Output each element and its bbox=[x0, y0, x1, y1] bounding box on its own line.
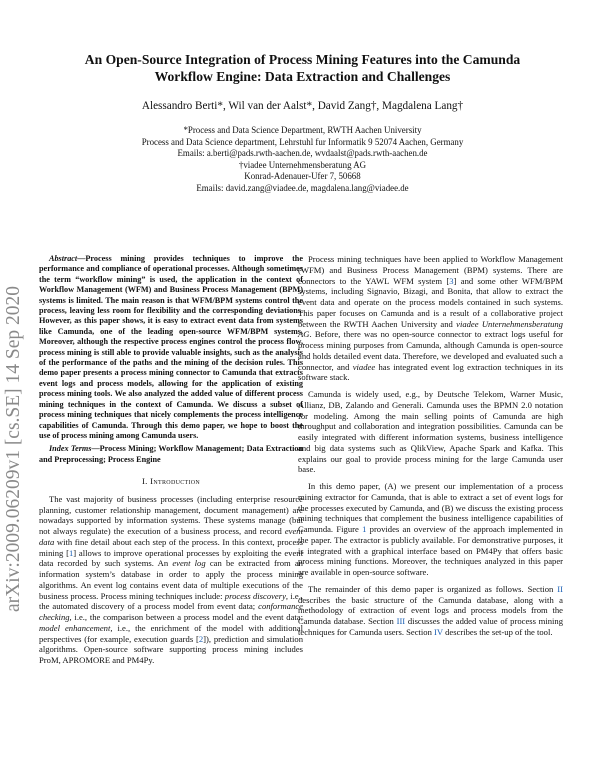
section-heading-introduction: I. Introduction bbox=[141, 476, 201, 487]
index-terms bbox=[39, 444, 303, 465]
index-terms-text: —Process Mining; Workflow Management; Data Extraction and Preprocessing; Process Engine bbox=[39, 444, 304, 464]
index-terms-label: Index Terms bbox=[49, 444, 92, 454]
author-list: Alessandro Berti*, Wil van der Aalst*, David Zang†, Magdalena Lang† bbox=[141, 100, 464, 112]
affiliation-line: Emails: david.zang@viadee.de, magdalena.lang@viadee.de bbox=[196, 182, 409, 193]
section-link[interactable]: III bbox=[396, 616, 406, 626]
section-link[interactable]: II bbox=[557, 583, 563, 594]
paragraph-organization: The remainder of this demo paper is organized as follows. Section II describes the basic structure of the Camunda database, along with a methodology of extraction of event logs and process models from the Camunda database. Section III discusses the added value of process mining techniques for Camunda users. Section IV describes the set-up of the tool. bbox=[298, 583, 564, 637]
paper-title: An Open-Source Integration of Process Mining Features into the Camunda Workflow Engine: Data Extraction and Challenges bbox=[84, 52, 521, 84]
abstract bbox=[39, 254, 303, 441]
paragraph-contributions: In this demo paper, (A) we present our implementation of a process mining extractor for Camunda, that is able to extract a set of event logs for the processes executed by Camunda, and (B) we discuss the existing process mining techniques that complement the business intelligence capabilities of Camunda. Figure 1 provides an overview of the approach implemented in the paper. The extractor is publicly available. For demonstrative purposes, it is integrated with a graphical interface based on PM4Py that offers basic process mining functions. Moreover, the techniques analyzed in this paper are available in open-source software. bbox=[298, 481, 563, 577]
citation-link[interactable]: 1 bbox=[68, 547, 74, 558]
affiliation-line: Process and Data Science department, Lehrstuhl fur Informatik 9 52074 Aachen, Germany bbox=[141, 136, 464, 147]
abstract-label: Abstract bbox=[49, 254, 78, 263]
affiliation-line: Konrad-Adenauer-Ufer 7, 50668 bbox=[244, 171, 361, 182]
left-column bbox=[39, 254, 303, 666]
affiliation-line: †viadee Unternehmensberatung AG bbox=[238, 159, 367, 170]
affiliations bbox=[55, 125, 550, 195]
abstract-text: —Process mining provides techniques to improve the performance and compliance of operational processes. Although sometimes the term “workflow mining” is used, the application in the context of Workflow Management (WFM) and Business Process Management (BPM) systems is limited. The main reason is that WFM/BPM systems control the process, leaving less room for flexibility and the corresponding deviations. However, as this paper shows, it is easy to extract event data from systems like Camunda, one of the leading open-source WFM/BPM systems. Moreover, although the respective process engines control the process flow, process mining is still able to provide valuable insights, such as the analysis of the performance of the paths and the mining of the decision rules. This demo paper presents a process mining connector to Camunda that extracts event logs and process models, allowing for the application of existing process mining tools. We also analyzed the added value of different process mining techniques in the context of Camunda. We discuss a subset of process mining techniques that nicely complements the process intelligence capabilities of Camunda. Through this demo paper, we hope to boost the use of process mining among Camunda users. bbox=[39, 254, 303, 440]
arxiv-identifier: arXiv:2009.06209v1 [cs.SE] 14 Sep 2020 bbox=[3, 285, 24, 612]
right-column bbox=[298, 254, 563, 638]
section-link[interactable]: IV bbox=[434, 626, 443, 637]
affiliation-line: *Process and Data Science Department, RWTH Aachen University bbox=[183, 125, 422, 135]
figure-link[interactable]: 1 bbox=[362, 524, 367, 534]
citation-link[interactable]: 3 bbox=[449, 275, 454, 286]
citation-link[interactable]: 2 bbox=[198, 633, 204, 644]
affiliation-line: Emails: a.berti@pads.rwth-aachen.de, wvdaalst@pads.rwth-aachen.de bbox=[177, 148, 428, 159]
paragraph-camunda-usage: Camunda is widely used, e.g., by Deutsche Telekom, Warner Music, Allianz, DB, Zalando and Generali. Camunda uses the BPMN 2.0 notation for modeling. Among the main selling points of Camunda are high throughput and collaboration and integration possibilities. Camunda can be easily integrated with different information systems, business intelligence and big data systems such as QlikView, Apache Spark and Kafka. This explains our goal to provide process mining for the large Camunda user base. bbox=[298, 389, 563, 475]
paragraph-wfm-background: Process mining techniques have been applied to Workflow Management (WFM) and Business Process Management (BPM) systems. There are connectors to the YAWL WFM system [3] and some other WFM/BPM systems, including Signavio, Bizagi, and Bonita, that allow to extract the event data and operate on the process models contained in such systems. This paper focuses on Camunda and is a result of a collaborative project between the RWTH Aachen University and viadee Unternehmensberatung AG. Before, there was no open-source connector to extract logs useful for process mining purposes from Camunda, although Camunda is open-source and holds detailed event data. Therefore, we developed and evaluated such a connector, and viadee has integrated event log extraction techniques in its software stack. bbox=[298, 254, 564, 383]
intro-paragraph: The vast majority of business processes (including enterprise resource planning, customer relationship management, document management) are nowadays supported by information systems. These systems manage (but not always regulate) the execution of a business process, and record event data with fine detail about each step of the process. In this context, process mining [1] allows to improve operational processes by exploiting the event data recorded by such systems. An event log can be extracted from an information system’s database in order to apply the process mining algorithms. An event log contains event data of multiple executions of the business process. Process mining techniques include: process discovery, i.e., the automated discovery of a process model from event data; conformance checking, i.e., the comparison between a process model and the event data; model enhancement, i.e., the enrichment of the model with additional perspectives (for example, execution guards [2]), prediction and simulation algorithms. Open-source software supporting process mining includes ProM, APROMORE and PM4Py. bbox=[39, 493, 303, 666]
